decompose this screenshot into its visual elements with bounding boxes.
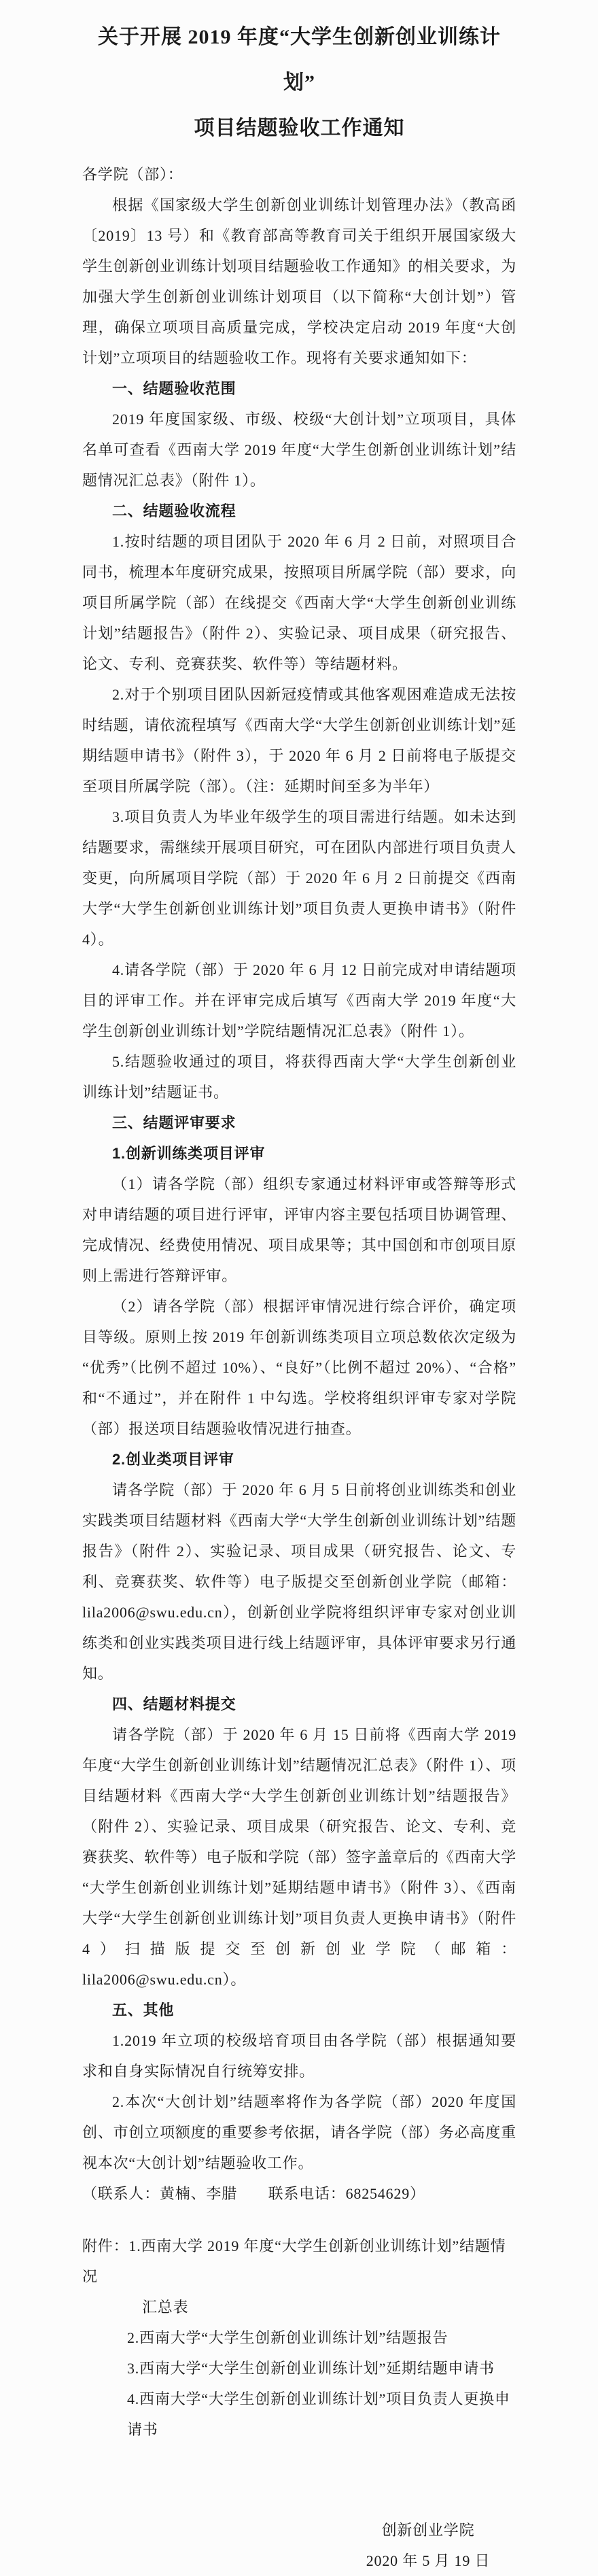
other-item-2: 2.本次“大创计划”结题率将作为各学院（部）2020 年度国创、市创立项额度的重要参考依据，请各学院（部）务必高度重视本次“大创计划”结题验收工作。 <box>82 2093 516 2171</box>
attachment-item-4: 4.西南大学“大学生创新创业训练计划”项目负责人更换申请书 <box>127 2390 510 2438</box>
process-item-5: 5.结题验收通过的项目，将获得西南大学“大学生创新创业训练计划”结题证书。 <box>82 1053 516 1101</box>
section-heading-process: 二、结题验收流程 <box>112 502 236 519</box>
attachments-list <box>82 2231 516 2445</box>
process-item-3: 3.项目负责人为毕业年级学生的项目需进行结题。如未达到结题要求，需继续开展项目研究，可在团队内部进行项目负责人变更，向所属项目学院（部）于 2020 年 6 月 2 日前提交《西南大学“大学生创新创业训练计划”项目负责人更换申请书》（附件 4）。 <box>82 808 516 948</box>
other-item-1: 1.2019 年立项的校级培育项目由各学院（部）根据通知要求和自身实际情况自行统筹安排。 <box>82 2032 516 2080</box>
attachment-1-continuation: 汇总表 <box>142 2299 189 2316</box>
process-item-2: 2.对于个别项目团队因新冠疫情或其他客观困难造成无法按时结题，请依流程填写《西南大学“大学生创新创业训练计划”延期结题申请书》（附件 3），于 2020 年 6 月 2 日前将电子版提交至项目所属学院（部）。（注：延期时间至多为半年） <box>82 686 516 795</box>
attachment-item-2: 2.西南大学“大学生创新创业训练计划”结题报告 <box>127 2329 448 2346</box>
section-heading-other: 五、其他 <box>112 2002 175 2019</box>
signature-date: 2020 年 5 月 19 日 <box>366 2552 491 2569</box>
section-heading-scope: 一、结题验收范围 <box>112 380 236 397</box>
attachments-label: 附件： <box>82 2237 129 2254</box>
entrepreneurship-review-paragraph: 请各学院（部）于 2020 年 6 月 5 日前将创业训练类和创业实践类项目结题材料《西南大学“大学生创新创业训练计划”结题报告》（附件 2）、实验记录、项目成果（研究报告、论文、专利、竞赛获奖、软件等）电子版提交至创新创业学院（邮箱：lila2006@swu.edu.cn），创新创业学院将组织评审专家对创业训练类和创业实践类项目进行线上结题评审，具体评审要求另行通知。 <box>82 1481 516 1682</box>
materials-paragraph: 请各学院（部）于 2020 年 6 月 15 日前将《西南大学 2019 年度“大学生创新创业训练计划”结题情况汇总表》（附件 1）、项目结题材料《西南大学“大学生创新创业训练计划”结题报告》（附件 2）、实验记录、项目成果（研究报告、论文、专利、竞赛获奖、软件等）电子版和学院（部）签字盖章后的《西南大学“大学生创新创业训练计划”延期结题申请书》（附件 3）、《西南大学“大学生创新创业训练计划”项目负责人更换申请书》（附件 4）扫描版提交至创新创业学院（邮箱：lila2006@swu.edu.cn）。 <box>82 1726 516 1988</box>
innovation-review-paragraph-2: （2）请各学院（部）根据评审情况进行综合评价，确定项目等级。原则上按 2019 年创新训练类项目立项总数依次定级为“优秀”（比例不超过 10%）、“良好”（比例不超过 20%）、“合格”和“不通过”，并在附件 1 中勾选。学校将组织评审专家对学院（部）报送项目结题验收情况进行抽查。 <box>82 1298 516 1437</box>
title-line-2: 项目结题验收工作通知 <box>194 117 405 139</box>
salutation: 各学院（部）： <box>82 166 183 183</box>
section-heading-materials: 四、结题材料提交 <box>112 1696 236 1713</box>
subheading-entrepreneurship-review: 2.创业类项目评审 <box>112 1451 234 1468</box>
attachment-item-1 <box>82 2231 516 2322</box>
title-line-1: 关于开展 2019 年度“大学生创新创业训练计划” <box>98 26 501 94</box>
scope-paragraph: 2019 年度国家级、市级、校级“大创计划”立项项目，具体名单可查看《西南大学 2019 年度“大学生创新创业训练计划”结题情况汇总表》（附件 1）。 <box>82 411 516 489</box>
intro-paragraph: 根据《国家级大学生创新创业训练计划管理办法》（教高函〔2019〕13 号）和《教育部高等教育司关于组织开展国家级大学生创新创业训练计划项目结题验收工作通知》的相关要求，为加强大学生创新创业训练计划项目（以下简称“大创计划”）管理，确保立项项目高质量完成，学校决定启动 2019 年度“大创计划”立项项目的结题验收工作。现将有关要求通知如下： <box>82 196 516 366</box>
signature-org: 创新创业学院 <box>381 2522 475 2539</box>
page-title <box>82 14 516 151</box>
signature-block <box>353 2515 503 2576</box>
attachment-1-text: 1.西南大学 2019 年度“大学生创新创业训练计划”结题情况 <box>82 2237 506 2285</box>
section-heading-review: 三、结题评审要求 <box>112 1114 236 1131</box>
subheading-innovation-review: 1.创新训练类项目评审 <box>112 1145 266 1162</box>
process-item-4: 4.请各学院（部）于 2020 年 6 月 12 日前完成对申请结题项目的评审工作。并在评审完成后填写《西南大学 2019 年度“大学生创新创业训练计划”学院结题情况汇总表》（附件 1）。 <box>82 961 516 1040</box>
process-item-1: 1.按时结题的项目团队于 2020 年 6 月 2 日前，对照项目合同书，梳理本年度研究成果，按照项目所属学院（部）要求，向项目所属学院（部）在线提交《西南大学“大学生创新创业训练计划”结题报告》（附件 2）、实验记录、项目成果（研究报告、论文、专利、竞赛获奖、软件等）等结题材料。 <box>82 533 516 672</box>
innovation-review-paragraph-1: （1）请各学院（部）组织专家通过材料评审或答辩等形式对申请结题的项目进行评审，评审内容主要包括项目协调管理、完成情况、经费使用情况、项目成果等；其中国创和市创项目原则上需进行答辩评审。 <box>82 1175 516 1284</box>
contact-line: （联系人：黄楠、李腊 联系电话：68254629） <box>82 2185 425 2202</box>
attachment-item-3: 3.西南大学“大学生创新创业训练计划”延期结题申请书 <box>127 2360 495 2377</box>
